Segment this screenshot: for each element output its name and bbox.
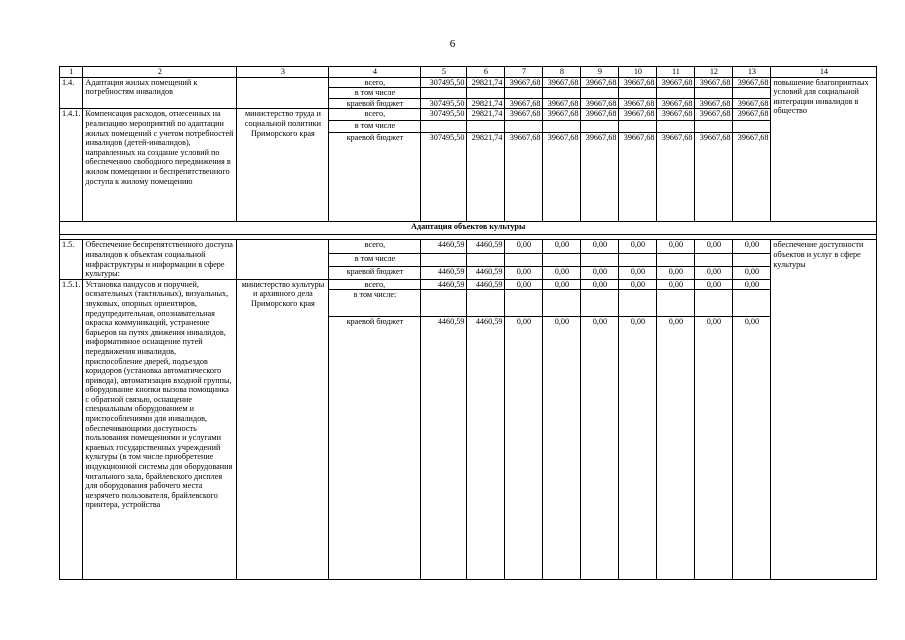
value-cell [505,88,543,99]
activity-name: Компенсация расходов, отнесенных на реализацию мероприятий по адаптации жилых помещений с учетом потребностей инвалидов (детей-инвалидов), направленных на создание условий по обеспечению свободного передвижения в жилом помещении и беспрепятственного доступа к жилому помещению [83,109,237,222]
value-cell: 0,00 [733,317,771,580]
value-cell [581,253,619,266]
col-num: 2 [83,67,237,78]
col-num: 8 [543,67,581,78]
col-num: 7 [505,67,543,78]
value-cell [467,253,505,266]
value-cell: 0,00 [505,240,543,253]
value-cell [543,290,581,317]
section-row [60,222,877,235]
value-cell [505,290,543,317]
value-cell: 0,00 [505,266,543,279]
value-cell [695,290,733,317]
value-cell: 29821,74 [467,109,505,121]
table-row [60,77,877,88]
value-cell: 0,00 [695,317,733,580]
value-cell: 0,00 [695,279,733,290]
value-cell: 0,00 [733,266,771,279]
value-cell [619,88,657,99]
col-num: 11 [657,67,695,78]
funding-source: в том числе [329,88,421,99]
value-cell: 4460,59 [421,279,467,290]
value-cell [421,121,467,133]
value-cell: 0,00 [581,240,619,253]
activity-name: Обеспечение беспрепятственного доступа инвалидов к объектам социальной инфраструктуры и информации в сфере культуры: [83,240,237,279]
value-cell [657,253,695,266]
program-table [59,66,877,580]
row-number: 1.5. [60,240,83,279]
col-num: 14 [771,67,877,78]
value-cell: 39667,68 [695,98,733,109]
table-row [60,279,877,290]
value-cell: 39667,68 [657,109,695,121]
value-cell: 29821,74 [467,133,505,222]
section-title: Адаптация объектов культуры [60,222,877,235]
col-num: 13 [733,67,771,78]
funding-source: краевой бюджет [329,317,421,580]
value-cell: 0,00 [505,317,543,580]
funding-source: всего, [329,240,421,253]
expected-result: обеспечение доступности объектов и услуг в сфере культуры [771,240,877,580]
col-num: 10 [619,67,657,78]
funding-source: всего, [329,279,421,290]
funding-source: всего, [329,109,421,121]
value-cell: 39667,68 [619,133,657,222]
col-num: 3 [237,67,329,78]
value-cell: 4460,59 [421,317,467,580]
activity-name: Адаптация жилых помещений к потребностям инвалидов [83,77,237,109]
value-cell: 4460,59 [467,266,505,279]
value-cell: 0,00 [619,240,657,253]
value-cell: 39667,68 [505,133,543,222]
value-cell: 0,00 [619,317,657,580]
row-number: 1.4.1. [60,109,83,222]
executor [237,77,329,109]
value-cell [543,88,581,99]
value-cell [657,290,695,317]
value-cell [581,88,619,99]
row-number: 1.4. [60,77,83,109]
value-cell: 307495,50 [421,109,467,121]
value-cell: 307495,50 [421,133,467,222]
funding-source: краевой бюджет [329,98,421,109]
value-cell [467,121,505,133]
value-cell: 0,00 [657,279,695,290]
activity-name: Установка пандусов и поручней, осязательных (тактильных), визуальных, звуковых, опорных ориентиров, предупредительная, опознавательная окраска коммуникаций, устранение барьеров на путях движения инвалидов, информативное оснащение путей передвижения инвалидов, приспособление дверей, подъездов коридоров (установка автоматического привода), автоматизация входной группы, оборудование кнопки вызова помощника с обратной связью, оснащение специальным оборудованием и приспособлениями для инвалидов, обеспечивающими доступность пользования помещениями и услугами краевых государственных учреждений культуры (в том числе приобретение индукционной системы для оборудования читального зала, брайлевского дисплея для оборудования рабочего места незрячего пользователя, брайлевского принтера, устройства [83,279,237,580]
funding-source: всего, [329,77,421,88]
col-num: 4 [329,67,421,78]
value-cell: 0,00 [657,317,695,580]
value-cell: 39667,68 [543,133,581,222]
value-cell: 39667,68 [581,133,619,222]
value-cell: 307495,50 [421,77,467,88]
value-cell: 39667,68 [581,109,619,121]
value-cell: 0,00 [733,240,771,253]
executor: министерство культуры и архивного дела Приморского края [237,279,329,580]
value-cell [733,253,771,266]
col-num: 1 [60,67,83,78]
column-number-row [60,67,877,78]
value-cell [467,88,505,99]
value-cell: 39667,68 [581,77,619,88]
page-number: 6 [449,38,456,50]
value-cell [733,88,771,99]
value-cell: 307495,50 [421,98,467,109]
value-cell: 0,00 [657,240,695,253]
value-cell: 39667,68 [619,98,657,109]
value-cell: 29821,74 [467,98,505,109]
value-cell [467,290,505,317]
value-cell [695,88,733,99]
value-cell: 39667,68 [543,98,581,109]
value-cell [421,253,467,266]
value-cell [581,290,619,317]
value-cell: 0,00 [543,317,581,580]
value-cell [543,121,581,133]
value-cell [695,121,733,133]
value-cell: 0,00 [543,279,581,290]
value-cell [619,253,657,266]
value-cell: 0,00 [543,266,581,279]
funding-source: краевой бюджет [329,133,421,222]
value-cell: 0,00 [657,266,695,279]
value-cell [695,253,733,266]
value-cell: 0,00 [619,266,657,279]
value-cell: 39667,68 [505,109,543,121]
value-cell: 39667,68 [733,133,771,222]
executor [237,240,329,279]
value-cell [505,253,543,266]
executor: министерство труда и социальной политики Приморского края [237,109,329,222]
value-cell: 0,00 [543,240,581,253]
value-cell [733,290,771,317]
value-cell: 29821,74 [467,77,505,88]
funding-source: в том числе [329,121,421,133]
value-cell [619,121,657,133]
value-cell: 39667,68 [657,98,695,109]
value-cell: 39667,68 [695,77,733,88]
value-cell: 39667,68 [695,133,733,222]
funding-source: в том числе [329,253,421,266]
value-cell [657,88,695,99]
row-number: 1.5.1. [60,279,83,580]
value-cell: 39667,68 [581,98,619,109]
value-cell [657,121,695,133]
col-num: 12 [695,67,733,78]
value-cell: 39667,68 [733,109,771,121]
expected-result: повышение благоприятных условий для социальной интеграции инвалидов в общество [771,77,877,222]
value-cell: 0,00 [581,266,619,279]
col-num: 5 [421,67,467,78]
col-num: 9 [581,67,619,78]
value-cell: 0,00 [505,279,543,290]
value-cell: 0,00 [581,279,619,290]
value-cell: 4460,59 [467,240,505,253]
value-cell: 39667,68 [505,98,543,109]
funding-source: в том числе: [329,290,421,317]
col-num: 6 [467,67,505,78]
value-cell: 39667,68 [505,77,543,88]
value-cell: 39667,68 [733,98,771,109]
value-cell: 0,00 [581,317,619,580]
value-cell [421,88,467,99]
value-cell: 39667,68 [733,77,771,88]
value-cell: 39667,68 [543,77,581,88]
value-cell [581,121,619,133]
value-cell: 4460,59 [467,317,505,580]
funding-source: краевой бюджет [329,266,421,279]
value-cell: 0,00 [619,279,657,290]
value-cell: 0,00 [733,279,771,290]
table-row [60,240,877,253]
table-row [60,109,877,121]
value-cell [619,290,657,317]
value-cell: 39667,68 [619,109,657,121]
value-cell: 39667,68 [543,109,581,121]
value-cell: 39667,68 [619,77,657,88]
value-cell: 0,00 [695,266,733,279]
value-cell: 39667,68 [695,109,733,121]
value-cell: 0,00 [695,240,733,253]
value-cell: 39667,68 [657,77,695,88]
value-cell: 4460,59 [467,279,505,290]
value-cell [421,290,467,317]
value-cell: 4460,59 [421,266,467,279]
value-cell [543,253,581,266]
value-cell [505,121,543,133]
value-cell: 4460,59 [421,240,467,253]
value-cell: 39667,68 [657,133,695,222]
value-cell [733,121,771,133]
